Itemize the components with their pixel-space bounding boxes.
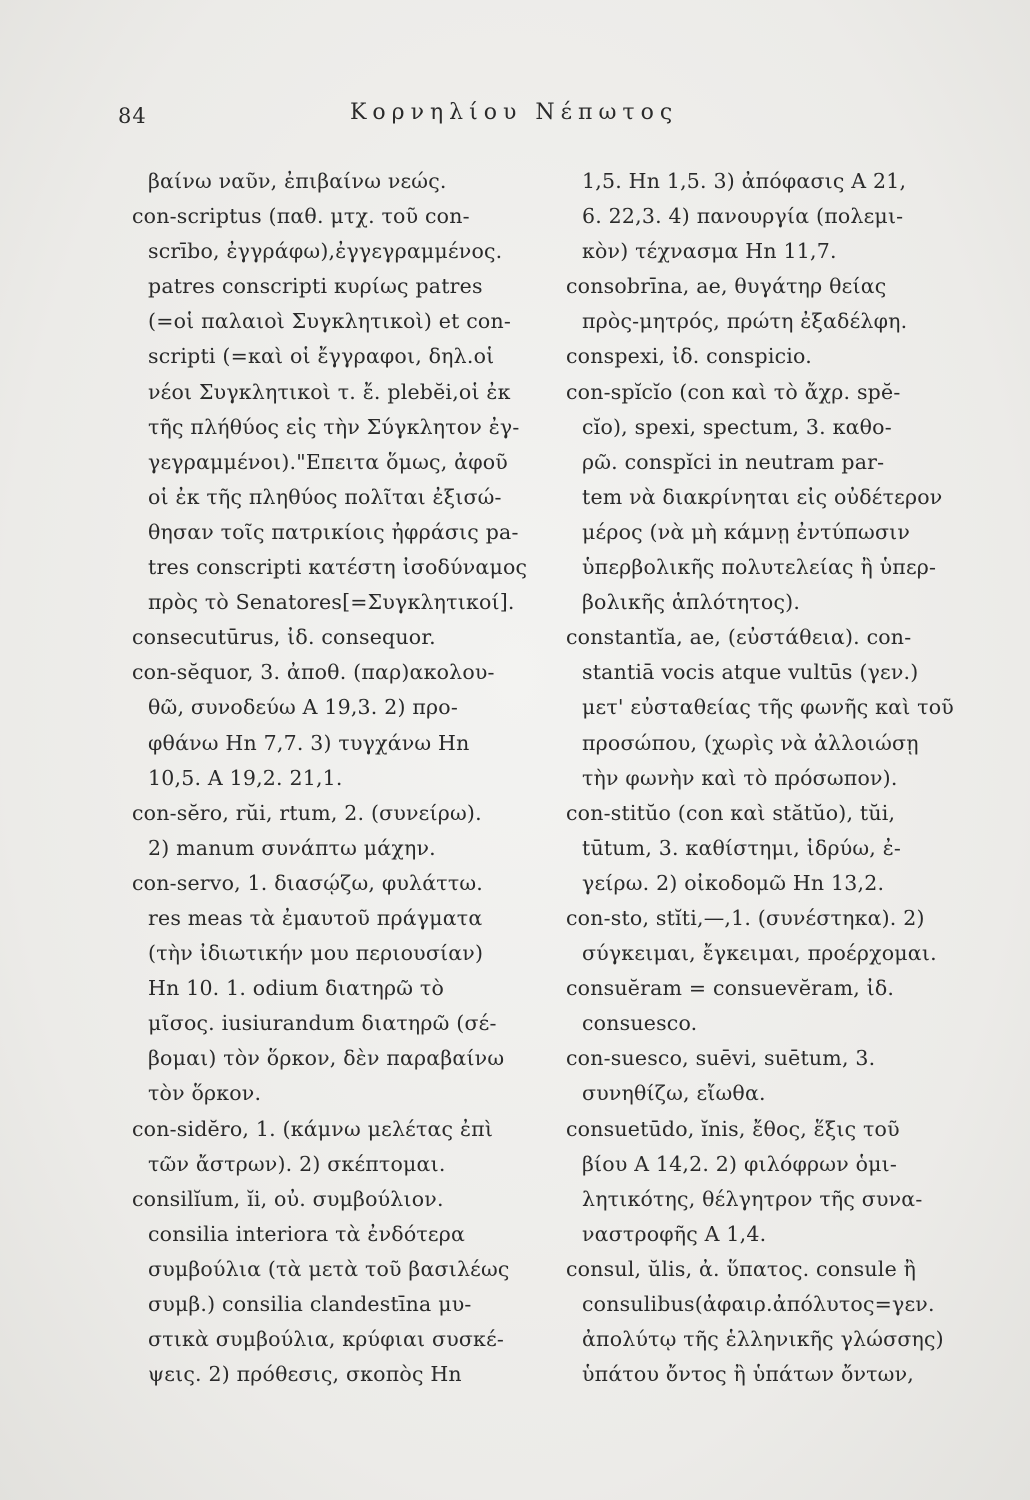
text-line: 1,5. Hn 1,5. 3) ἀπόφασις A 21, — [582, 169, 907, 193]
text-line: συμβ.) consilia clandestīna μυ- — [148, 1292, 472, 1316]
text-line: τῶν ἄστρων). 2) σκέπτομαι. — [148, 1151, 446, 1176]
text-line: 10,5. A 19,2. 21,1. — [148, 765, 343, 790]
text-line: patres conscripti κυρίως patres — [148, 274, 483, 299]
text-line: 6. 22,3. 4) πανουργία (πολεμι- — [582, 204, 904, 229]
text-line: consuĕram = consuevĕram, ἰδ. — [566, 976, 895, 1001]
text-line: βίου A 14,2. 2) φιλόφρων ὁμι- — [582, 1151, 898, 1176]
text-line: ἀπολύτῳ τῆς ἑλληνικῆς γλώσσης) — [582, 1327, 944, 1352]
text-line: consuetūdo, ĭnis, ἔθος, ἕξις τοῦ — [566, 1116, 900, 1141]
text-line: stantiā vocis atque vultūs (γεν.) — [582, 660, 919, 685]
text-line: οἱ ἐκ τῆς πληθύος πολῖται ἐξισώ- — [148, 484, 502, 509]
right-column — [566, 164, 986, 1392]
text-line: φθάνω Hn 7,7. 3) τυγχάνω Hn — [148, 730, 470, 755]
text-line: θησαν τοῖς πατρικίοις ἠφράσις pa- — [148, 519, 519, 544]
text-line: γείρω. 2) οἰκοδομῶ Hn 13,2. — [582, 870, 885, 895]
text-line: con-sĕquor, 3. ἀποθ. (παρ)ακολου- — [132, 660, 495, 685]
text-line: constantĭa, ae, (εὐστάθεια). con- — [566, 625, 912, 650]
text-line: tem νὰ διακρίνηται εἰς οὐδέτερον — [582, 484, 943, 509]
text-line: con-spĭcĭo (con καὶ τὸ ἄχρ. spĕ- — [566, 379, 901, 404]
text-line: con-stitŭo (con καὶ stătŭo), tŭi, — [566, 800, 896, 825]
text-line: (τὴν ἰδιωτικήν μου περιουσίαν) — [148, 941, 484, 966]
text-line: tres conscripti κατέστη ἰσοδύναμος — [148, 555, 528, 580]
text-line: συμβούλια (τὰ μετὰ τοῦ βασιλέως — [148, 1256, 510, 1281]
text-line: θῶ, συνοδεύω A 19,3. 2) προ- — [148, 695, 458, 720]
text-line: cĭo), spexi, spectum, 3. καθο- — [582, 414, 892, 439]
text-line: ναστροφῆς A 1,4. — [582, 1221, 767, 1246]
text-line: 2) manum συνάπτω μάχην. — [148, 835, 436, 860]
text-line: tūtum, 3. καθίστημι, ἱδρύω, ἐ- — [582, 835, 902, 860]
text-line: πρὸς τὸ Senatores[=Συγκλητικοί]. — [148, 590, 515, 615]
text-line: res meas τὰ ἐμαυτοῦ πράγματα — [148, 905, 483, 930]
text-line: scripti (=καὶ οἱ ἔγγραφοι, δηλ.οἱ — [148, 344, 495, 369]
text-line: con-sĕro, rŭi, rtum, 2. (συνείρω). — [132, 800, 482, 825]
page-number: 84 — [118, 104, 147, 128]
text-line: συνηθίζω, εἴωθα. — [582, 1081, 766, 1106]
text-line: ὑπάτου ὄντος ἢ ὑπάτων ὄντων, — [582, 1362, 914, 1387]
text-line: στικὰ συμβούλια, κρύφιαι συσκέ- — [148, 1327, 505, 1352]
text-line: βαίνω ναῦν, ἐπιβαίνω νεώς. — [148, 169, 447, 193]
running-title: Κορνηλίου Νέπωτος — [350, 100, 679, 125]
text-line: con-sidĕro, 1. (κάμνω μελέτας ἐπὶ — [132, 1116, 494, 1141]
text-line: λητικότης, θέλγητρον τῆς συνα- — [582, 1186, 923, 1211]
text-line: γεγραμμένοι)."Επειτα ὅμως, ἀφοῦ — [148, 449, 508, 474]
text-line: con-scriptus (παθ. μτχ. τοῦ con- — [132, 204, 470, 229]
text-line: βολικῆς ἁπλότητος). — [582, 590, 801, 615]
text-line: consecutūrus, ἰδ. consequor. — [132, 625, 436, 650]
text-line: μῖσος. iusiurandum διατηρῶ (σέ- — [148, 1011, 497, 1036]
text-line: κὸν) τέχνασμα Hn 11,7. — [582, 239, 837, 264]
text-line: προσώπου, (χωρὶς νὰ ἀλλοιώσῃ — [582, 730, 919, 755]
text-line: (=οἱ παλαιοὶ Συγκλητικοὶ) et con- — [148, 309, 511, 334]
text-line: consilĭum, ĭi, οὐ. συμβούλιον. — [132, 1186, 444, 1211]
text-line: consobrīna, ae, θυγάτηρ θείας — [566, 274, 887, 299]
text-line: τῆς πλήθύος εἰς τὴν Σύγκλητον ἐγ- — [148, 414, 520, 439]
text-line: ρῶ. conspĭci in neutram par- — [582, 449, 885, 474]
text-line: νέοι Συγκλητικοὶ τ. ἔ. plebĕi,οἱ ἐκ — [148, 379, 511, 404]
text-line: consilia interiora τὰ ἐνδότερα — [148, 1221, 466, 1246]
text-line: μέρος (νὰ μὴ κάμνῃ ἐντύπωσιν — [582, 519, 911, 544]
text-line: con-servo, 1. διασῴζω, φυλάττω. — [132, 870, 483, 895]
text-line: μετ' εὐσταθείας τῆς φωνῆς καὶ τοῦ — [582, 695, 954, 720]
text-line: ὑπερβολικῆς πολυτελείας ἢ ὑπερ- — [582, 555, 937, 580]
text-line: ψεις. 2) πρόθεσις, σκοπὸς Hn — [148, 1362, 462, 1387]
text-line: consuesco. — [582, 1011, 698, 1036]
text-line: σύγκειμαι, ἔγκειμαι, προέρχομαι. — [582, 941, 937, 966]
text-line: τὴν φωνὴν καὶ τὸ πρόσωπον). — [582, 765, 898, 790]
text-line: scrībo, ἐγγράφω),ἐγγεγραμμένος. — [148, 239, 503, 264]
left-column — [132, 164, 552, 1392]
text-line: Hn 10. 1. odium διατηρῶ τὸ — [148, 976, 444, 1001]
text-line: conspexi, ἰδ. conspicio. — [566, 344, 812, 369]
text-line: τὸν ὅρκον. — [148, 1081, 262, 1106]
text-line: consulibus(ἀφαιρ.ἀπόλυτος=γεν. — [582, 1292, 935, 1316]
text-line: βομαι) τὸν ὅρκον, δὲν παραβαίνω — [148, 1046, 505, 1071]
text-line: πρὸς-μητρός, πρώτη ἐξαδέλφη. — [582, 309, 908, 334]
text-line: con-sto, stĭti,—,1. (συνέστηκα). 2) — [566, 905, 925, 930]
text-line: consul, ŭlis, ἀ. ὕπατος. consule ἢ — [566, 1256, 917, 1281]
text-line: con-suesco, suēvi, suētum, 3. — [566, 1046, 876, 1071]
